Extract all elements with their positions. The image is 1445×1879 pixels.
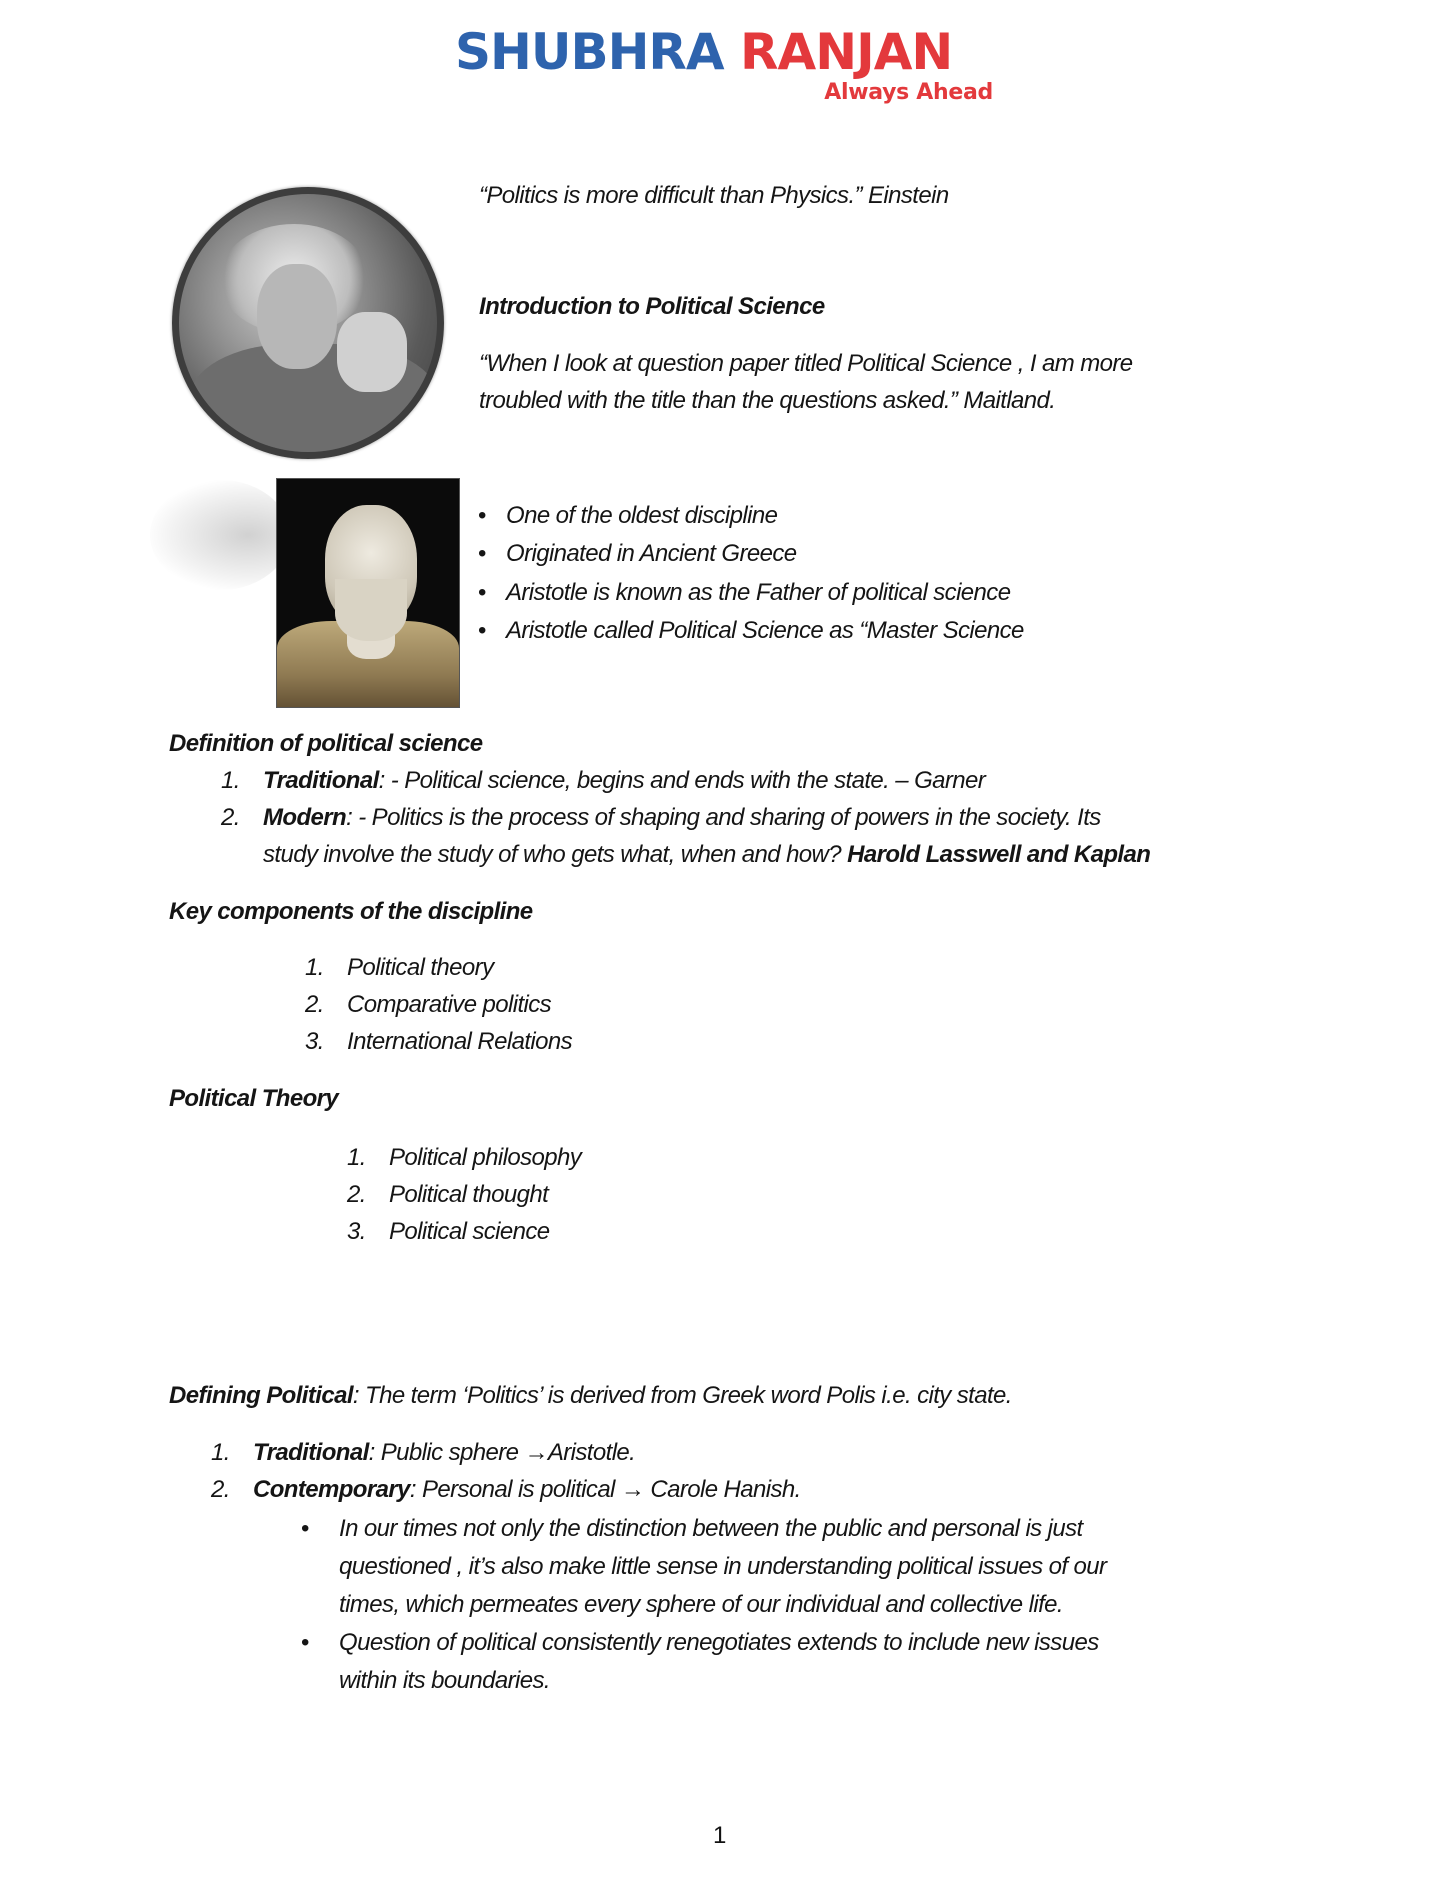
list-item: • Aristotle is known as the Father of political science xyxy=(478,579,1011,606)
list-item: 2. Political thought xyxy=(347,1181,549,1208)
brand-second: RANJAN xyxy=(740,23,953,81)
list-item: 1. Political philosophy xyxy=(347,1144,582,1171)
page-number: 1 xyxy=(713,1822,727,1849)
arrow-right-icon: → xyxy=(620,1476,645,1503)
maitland-quote-line2: troubled with the title than the questions asked.” Maitland. xyxy=(479,387,1056,414)
list-item: 1. Political theory xyxy=(305,954,494,981)
definition-heading: Definition of political science xyxy=(169,730,483,757)
bullet-icon: • xyxy=(478,540,486,567)
image-shadow xyxy=(150,480,290,590)
list-item: • Question of political consistently renegotiates extends to include new issues xyxy=(301,1629,1099,1656)
einstein-quote: “Politics is more difficult than Physics.” Einstein xyxy=(479,182,949,209)
arrow-right-icon: → xyxy=(524,1439,548,1466)
intro-title: Introduction to Political Science xyxy=(479,293,825,320)
list-item-continued: times, which permeates every sphere of our individual and collective life. xyxy=(339,1591,1063,1618)
list-item: • In our times not only the distinction between the public and personal is just xyxy=(301,1515,1083,1542)
list-item-continued: questioned , it’s also make little sense in understanding political issues of our xyxy=(339,1553,1107,1580)
list-item: 3. Political science xyxy=(347,1218,550,1245)
bullet-icon: • xyxy=(478,579,486,606)
list-item-continued: within its boundaries. xyxy=(339,1667,550,1694)
bullet-icon: • xyxy=(301,1629,309,1656)
defining-item: 1. Traditional: Public sphere →Aristotle. xyxy=(211,1439,636,1466)
components-heading: Key components of the discipline xyxy=(169,898,533,925)
einstein-portrait-image xyxy=(172,187,444,459)
definition-item: 1. Traditional: - Political science, begins and ends with the state. – Garner xyxy=(221,767,986,794)
bullet-icon: • xyxy=(478,617,486,644)
brand-tagline: Always Ahead xyxy=(824,80,993,105)
definition-item-continued: study involve the study of who gets what, when and how? Harold Lasswell and Kaplan xyxy=(263,841,1151,868)
aristotle-bust-image xyxy=(276,478,460,708)
list-item: • Aristotle called Political Science as “Master Science xyxy=(478,617,1024,644)
definition-item: 2. Modern: - Politics is the process of shaping and sharing of powers in the society. Its xyxy=(221,804,1101,831)
defining-political-paragraph: Defining Political: The term ‘Politics’ is derived from Greek word Polis i.e. city state. xyxy=(169,1382,1012,1409)
bullet-icon: • xyxy=(478,502,486,529)
list-item: 3. International Relations xyxy=(305,1028,573,1055)
list-item: • Originated in Ancient Greece xyxy=(478,540,797,567)
brand-name xyxy=(455,24,995,80)
theory-heading: Political Theory xyxy=(169,1085,339,1112)
list-item: • One of the oldest discipline xyxy=(478,502,778,529)
maitland-quote-line1: “When I look at question paper titled Political Science , I am more xyxy=(479,350,1133,377)
brand-logo xyxy=(455,24,995,114)
brand-first: SHUBHRA xyxy=(455,23,724,81)
bullet-icon: • xyxy=(301,1515,309,1542)
list-item: 2. Comparative politics xyxy=(305,991,552,1018)
defining-item: 2. Contemporary: Personal is political → Carole Hanish. xyxy=(211,1476,801,1503)
